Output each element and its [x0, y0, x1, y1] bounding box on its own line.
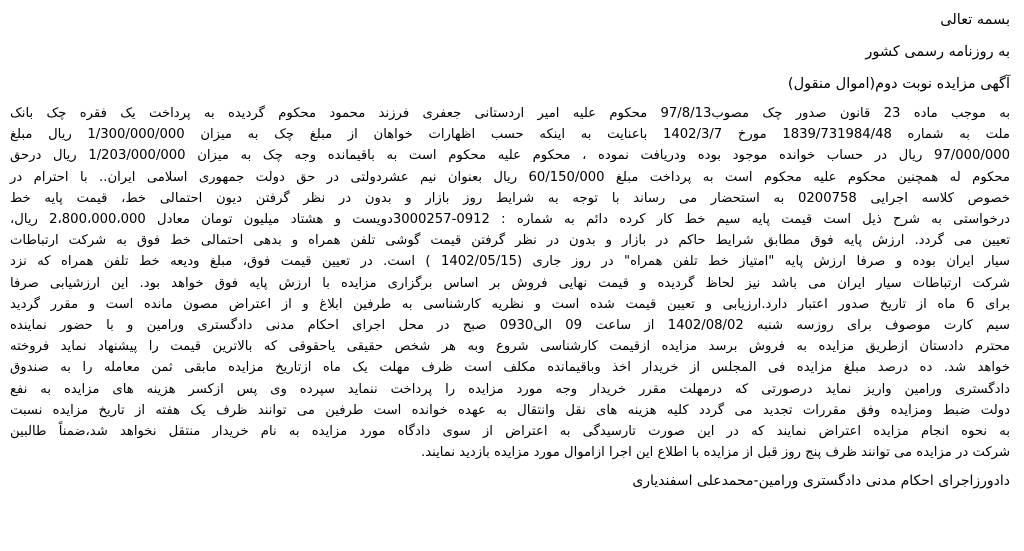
notice-body	[10, 103, 1010, 463]
body-line: دادگستری ورامین واریز نماید درصورتی که درمهلت مقرر خریدار وجه مورد مزایده را پرداخت ننماید سپرده وی پس ازکسر هزینه های مزایده به نفع	[10, 381, 1010, 397]
signature-line: دادورزاجرای احکام مدنی دادگستری ورامین-محمدعلی اسفندیاری	[632, 473, 1010, 490]
addressee-line: به روزنامه رسمی کشور	[865, 44, 1010, 60]
body-line: دولت ضبط ومزایده وفق مقررات تجدید می گردد کلیه هزینه های نقل وانتقال به عهده خوانده است طرفین می توانند ظرف یک هفته از تاریخ مزایده نسبت	[10, 402, 1010, 418]
bismillah-heading: بسمه تعالی	[940, 12, 1010, 28]
body-line: محترم دادستان ازطریق مزایده به فروش برسد مزایده ازقیمت کارشناسی شروع وبه هر شخص حقیقی یاحقوقی که بالاترین قیمت را پیشنهاد نماید فروخته	[10, 339, 1010, 355]
body-line: محکوم له همچنین محکوم علیه محکوم است به پرداخت مبلغ 60/150/000 ریال بعنوان نیم عشردولتی در حق دولت جمهوری اسلامی ایران.. با احترام در	[10, 169, 1010, 185]
body-line: خصوص کلاسه اجرایی 0200758 به استحضار می رساند با توجه به شرایط روز بازار و بدون در نظر گرفتن دیون احتمالی خط، قیمت پایه خط	[10, 190, 1010, 206]
body-line: شرکت در مزایده می توانند ظرف پنج روز قبل از مزایده با اطلاع این اجرا ازاموال مورد مزایده بازدید نمایند.	[421, 445, 1010, 461]
body-line: تعیین می گردد. ارزش پایه فوق مطابق شرایط حاکم در بازار و بدون در نظر گرفتن قیمت گوشی تلفن همراه و بدهی احتمالی خط فوق به شرکت ارتباطات	[10, 233, 1010, 249]
body-line: ملت به شماره 1839/731984/48 مورخ 1402/3/7 باعنایت به اینکه حسب اظهارات خواهان از مبلغ چک به میزان 1/300/000/000 ریال مبلغ	[10, 127, 1010, 143]
body-line: شرکت ارتباطات سیار ایران می باشد نیز لحاظ گردیده و قیمت نهایی فروش بر اساس برگزاری مزایده با ارزش پایه فوق خواهد بود. این ارزشیابی صرفا	[10, 275, 1010, 291]
body-line: درخواستی به شرح ذیل است قیمت پایه سیم خط کار کرده دائم به شماره : 0912-3000257دویست و هشتاد میلیون تومان معادل 2،800،000،000 ریال،	[10, 212, 1010, 228]
body-line: 97/000/000 ریال در حساب خوانده موجود بوده ودریافت نموده ، محکوم علیه محکوم است به باقیمانده وجه چک به میزان 1/203/000/000 ریال درحق	[10, 148, 1010, 164]
body-line: به نحوه انجام مزایده اعتراض نمایند که در این صورت تارسیدگی به اعتراض از سوی دادگاه مورد مزایده به نام خریدار منتقل نخواهد شد،ضمناً طالبین	[10, 424, 1010, 440]
notice-title: آگهی مزایده نوبت دوم(اموال منقول)	[787, 76, 1010, 92]
body-line: سیم کارت موصوف برای روزسه شنبه 1402/08/02 از ساعت 09 الی0930 صبح در محل اجرای احکام مدنی دادگستری ورامین و با حضور نماینده	[10, 318, 1010, 334]
body-line: خواهد شد. ده درصد مبلغ مزایده فی المجلس از خریدار اخذ وباقیمانده مکلف است ظرف مهلت یک ماه ازتاریخ مزایده مابقی ثمن معامله را به صندوق	[10, 360, 1010, 376]
auction-notice	[10, 4, 1010, 493]
body-line: برای 6 ماه از تاریخ صدور اعتبار دارد.ارزیابی و تعیین قیمت شده است و نظریه کارشناسی به طرفین ابلاغ و از اعتراض مصون مانده است و مقرر گردید	[10, 296, 1010, 312]
body-line: سیار ایران بوده و صرفا ارزش پایه "امتیاز خط تلفن همراه" در روز جاری (1402/05/15 ) است. در تعیین قیمت فوق، مبلغ ودیعه خط تلفن همراه که نزد	[10, 254, 1010, 270]
body-line: به موجب ماده 23 قانون صدور چک مصوب97/8/13 محکوم علیه امیر اردستانی جعفری فرزند محمود محکوم گردیده به پرداخت یک فقره چک بانک	[10, 106, 1010, 121]
